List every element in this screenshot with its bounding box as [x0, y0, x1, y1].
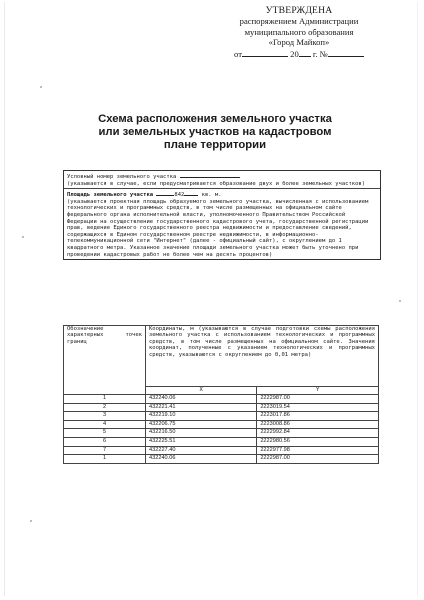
point-x: 432221.41	[146, 403, 257, 412]
coordinates-table	[63, 325, 379, 464]
parcel-info-table	[63, 170, 381, 260]
point-y: 2222980.56	[257, 437, 379, 446]
point-y: 2222987.00	[257, 455, 379, 464]
point-y: 2223019.54	[257, 403, 379, 412]
title-line-2: или земельных участков на кадастровом	[98, 126, 332, 138]
point-x: 432240.06	[146, 395, 257, 404]
point-x: 432216.50	[146, 429, 257, 438]
coords-header-row	[64, 326, 379, 387]
point-x: 432240.06	[146, 455, 257, 464]
approval-line-2: муниципального образования	[244, 26, 354, 37]
point-x: 432219.10	[146, 412, 257, 421]
area-row	[64, 189, 380, 259]
table-row	[64, 446, 379, 455]
table-row	[64, 429, 379, 438]
area-blank-right	[184, 190, 198, 196]
approval-line-3: «Город Майкоп»	[268, 37, 330, 48]
number-blank	[328, 48, 364, 57]
point-y: 2222992.84	[257, 429, 379, 438]
scan-speck	[30, 520, 32, 522]
cond-number-row	[64, 171, 380, 189]
area-unit: кв. м.	[201, 192, 222, 199]
approval-date-line	[210, 48, 388, 59]
document-title	[60, 113, 370, 152]
table-row	[64, 455, 379, 464]
coords-header: Координаты, м (указываются в случае подготовки схемы расположения земельного участка с использованием технологических и программных средств, в том числе размещенных на официальном сайте. Значения координат, полученные с указанием технологических и программных средств, указываются с округлением до 0,01 метра)	[146, 326, 379, 387]
y-header: Y	[257, 387, 379, 395]
page-edge	[4, 2, 418, 596]
table-row	[64, 420, 379, 429]
point-y: 2222977.98	[257, 446, 379, 455]
approval-block	[210, 6, 388, 59]
table-row	[64, 412, 379, 421]
cond-number-blank	[180, 172, 240, 178]
table-row	[64, 403, 379, 412]
area-blank-left	[156, 190, 174, 196]
point-number: 3	[64, 412, 146, 421]
points-header: Обозначение характерных точек границ	[64, 326, 146, 395]
approval-line-1: распоряжением Администрации	[239, 16, 359, 27]
point-y: 2222987.00	[257, 395, 379, 404]
date-blank	[242, 48, 288, 57]
title-line-1: Схема расположения земельного участка	[98, 113, 332, 125]
approval-heading: УТВЕРЖДЕНА	[265, 5, 333, 16]
point-number: 7	[64, 446, 146, 455]
point-number: 4	[64, 420, 146, 429]
year-blank	[299, 48, 311, 57]
point-y: 2223017.86	[257, 412, 379, 421]
point-number: 1	[64, 455, 146, 464]
area-note: (указывается проектная площадь образуемого земельного участка, вычисленная с использованием технологических и программных средств, в том числе размещенных на официальном сайте федерального органа исполнительной власти, уполномоченного Правительством Российской Федерации на осуществление государственного кадастрового учета, государственной регистрации прав, ведение Единого государственного реестра недвижимости и предоставление сведений, содержащихся в Едином государственном реестре недвижимости, в информационно-телекоммуникационной сети "Интернет" (далее - официальный сайт), с округлением до 1 квадратного метра. Указанное значение площади земельного участка может быть уточнено при проведении кадастровых работ не более чем на десять процентов)	[67, 198, 369, 258]
area-value: 842	[174, 192, 185, 199]
title-line-3: плане территории	[163, 139, 267, 151]
point-x: 432225.51	[146, 437, 257, 446]
area-label: Площадь земельного участка	[67, 192, 154, 199]
point-number: 5	[64, 429, 146, 438]
point-number: 6	[64, 437, 146, 446]
point-x: 432227.40	[146, 446, 257, 455]
approval-date-from: от	[234, 48, 242, 59]
scan-speck	[399, 300, 401, 302]
point-y: 2223008.86	[257, 420, 379, 429]
x-header: X	[146, 387, 257, 395]
table-row	[64, 395, 379, 404]
scan-speck	[40, 86, 42, 88]
point-x: 432206.75	[146, 420, 257, 429]
point-number: 2	[64, 403, 146, 412]
scan-speck	[22, 236, 24, 238]
approval-date-suffix: г. №	[312, 48, 328, 59]
table-row	[64, 437, 379, 446]
point-number: 1	[64, 395, 146, 404]
approval-date-year: 20	[290, 48, 299, 59]
cond-number-note: (указывается в случае, если предусматривается образование двух и более земельных участков)	[67, 180, 366, 187]
cond-number-label: Условный номер земельного участка	[67, 174, 177, 180]
